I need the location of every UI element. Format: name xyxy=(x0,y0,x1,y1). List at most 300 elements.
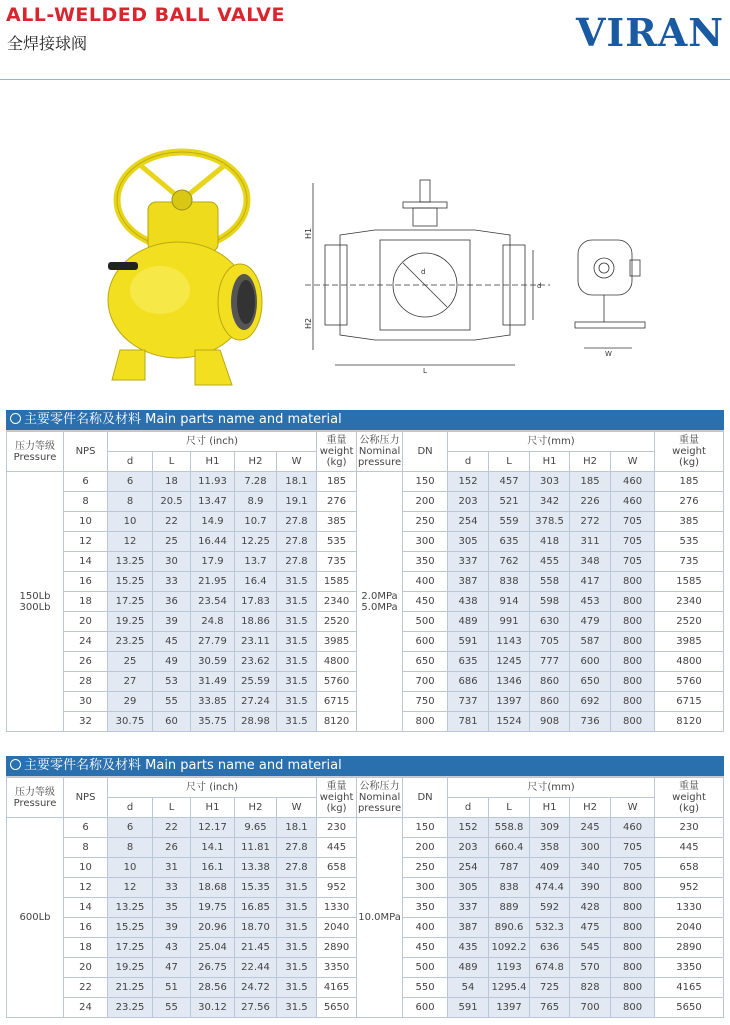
header-text: (kg) xyxy=(679,803,699,814)
table-cell: 27.56 xyxy=(235,998,277,1018)
table-cell: 203 xyxy=(448,492,489,512)
nominal-pressure-cell xyxy=(357,472,403,732)
page-title: ALL-WELDED BALL VALVE xyxy=(6,4,285,26)
table-cell: 27 xyxy=(108,672,153,692)
pressure-class-cell xyxy=(7,472,64,732)
table-cell: 630 xyxy=(530,612,570,632)
dim-h1-header xyxy=(191,798,235,818)
table-cell: 591 xyxy=(448,998,489,1018)
table-cell: 800 xyxy=(611,672,655,692)
table-cell: 20.96 xyxy=(191,918,235,938)
section-header-2 xyxy=(6,756,724,777)
header-text: L xyxy=(506,802,512,813)
header-text: DN xyxy=(417,792,433,803)
header-text: Pressure xyxy=(13,797,57,809)
header-text: H1 xyxy=(205,456,220,467)
table-cell: 587 xyxy=(570,632,611,652)
dim-w-header xyxy=(611,452,655,472)
table-cell: 18 xyxy=(153,472,191,492)
table-cell: 800 xyxy=(611,938,655,958)
page-title-chinese: 全焊接球阀 xyxy=(7,34,88,53)
table-cell: 400 xyxy=(403,572,448,592)
table-cell: 400 xyxy=(403,918,448,938)
table-cell: 1143 xyxy=(489,632,530,652)
table-cell: 428 xyxy=(570,898,611,918)
table-cell: 230 xyxy=(317,818,357,838)
table-cell: 230 xyxy=(655,818,724,838)
nominal-pressure-cell xyxy=(357,818,403,1018)
table-cell: 200 xyxy=(403,838,448,858)
table-cell: 12 xyxy=(108,532,153,552)
header-text: NPS xyxy=(75,792,96,803)
dim-w-header xyxy=(277,452,317,472)
table-cell: 31.5 xyxy=(277,572,317,592)
table-cell: 18.68 xyxy=(191,878,235,898)
table-cell: 1193 xyxy=(489,958,530,978)
table-cell: 890.6 xyxy=(489,918,530,938)
table-cell: 1585 xyxy=(655,572,724,592)
header-text: H1 xyxy=(542,456,557,467)
table-cell: 781 xyxy=(448,712,489,732)
header-text: DN xyxy=(417,446,433,457)
table-cell: 8.9 xyxy=(235,492,277,512)
table-cell: 3985 xyxy=(655,632,724,652)
table-cell: 1245 xyxy=(489,652,530,672)
table-cell: 800 xyxy=(611,958,655,978)
table-cell: 2340 xyxy=(655,592,724,612)
table-cell: 17.83 xyxy=(235,592,277,612)
table-cell: 27.8 xyxy=(277,552,317,572)
spec-table-2 xyxy=(6,777,724,1018)
header-text: 重量 xyxy=(326,781,347,792)
table-cell: 254 xyxy=(448,512,489,532)
table-cell: 952 xyxy=(317,878,357,898)
header-text: weight xyxy=(672,446,706,457)
table-cell: 30 xyxy=(153,552,191,572)
dim-h2-header xyxy=(235,798,277,818)
table-cell: 26 xyxy=(153,838,191,858)
table-cell: 635 xyxy=(448,652,489,672)
table-cell: 27.8 xyxy=(277,512,317,532)
table-cell: 14.1 xyxy=(191,838,235,858)
table-cell: 272 xyxy=(570,512,611,532)
table-cell: 500 xyxy=(403,612,448,632)
header-text: d xyxy=(464,456,472,467)
table-cell: 300 xyxy=(403,532,448,552)
dim-h1-header xyxy=(530,798,570,818)
header-text: H1 xyxy=(542,802,557,813)
table-cell: 8120 xyxy=(655,712,724,732)
table-cell: 337 xyxy=(448,898,489,918)
table-cell: 16.44 xyxy=(191,532,235,552)
table-cell: 1585 xyxy=(317,572,357,592)
header-text: 尺寸(mm) xyxy=(527,436,575,447)
table-cell: 5760 xyxy=(655,672,724,692)
table-cell: 47 xyxy=(153,958,191,978)
header-text: L xyxy=(168,802,175,813)
table-cell: 31.5 xyxy=(277,938,317,958)
table-cell: 31.5 xyxy=(277,898,317,918)
table-cell: 20 xyxy=(64,958,108,978)
table-cell: 800 xyxy=(611,692,655,712)
table-cell: 6 xyxy=(64,818,108,838)
pressure-header xyxy=(7,778,64,818)
table-cell: 15.25 xyxy=(108,572,153,592)
table-cell: 450 xyxy=(403,938,448,958)
table-cell: 35.75 xyxy=(191,712,235,732)
table-row xyxy=(7,818,724,838)
table-cell: 254 xyxy=(448,858,489,878)
table-cell: 28.98 xyxy=(235,712,277,732)
header-text: H2 xyxy=(583,802,597,813)
table-cell: 22 xyxy=(64,978,108,998)
table-cell: 60 xyxy=(153,712,191,732)
table-cell: 453 xyxy=(570,592,611,612)
table-cell: 5760 xyxy=(317,672,357,692)
header-row xyxy=(7,778,724,798)
table-cell: 152 xyxy=(448,472,489,492)
table-cell: 26.75 xyxy=(191,958,235,978)
header-text: W xyxy=(627,456,638,467)
table-cell: 378.5 xyxy=(530,512,570,532)
table-cell: 30.59 xyxy=(191,652,235,672)
table-cell: 250 xyxy=(403,858,448,878)
table-cell: 300 xyxy=(403,878,448,898)
table-cell: 438 xyxy=(448,592,489,612)
table-cell: 860 xyxy=(530,692,570,712)
table-cell: 276 xyxy=(655,492,724,512)
table-cell: 12.17 xyxy=(191,818,235,838)
l-label: L xyxy=(423,367,427,375)
table-cell: 570 xyxy=(570,958,611,978)
table-cell: 700 xyxy=(570,998,611,1018)
dim-d-header xyxy=(448,452,489,472)
table-cell: 700 xyxy=(403,672,448,692)
valve-front-drawing xyxy=(305,175,550,375)
header-text: weight xyxy=(672,792,706,803)
table-cell: 6 xyxy=(64,472,108,492)
table-cell: 15.35 xyxy=(235,878,277,898)
header-text: (kg) xyxy=(679,457,699,468)
table-cell: 348 xyxy=(570,552,611,572)
table-cell: 18.1 xyxy=(277,818,317,838)
table-cell: 660.4 xyxy=(489,838,530,858)
header-text: H2 xyxy=(248,802,263,813)
table-cell: 686 xyxy=(448,672,489,692)
table-cell: 19.75 xyxy=(191,898,235,918)
table-cell: 20 xyxy=(64,612,108,632)
table-cell: 203 xyxy=(448,838,489,858)
table-cell: 16.85 xyxy=(235,898,277,918)
table-cell: 25 xyxy=(153,532,191,552)
table-cell: 705 xyxy=(530,632,570,652)
table-cell: 2040 xyxy=(655,918,724,938)
header-text: H2 xyxy=(583,456,597,467)
table-cell: 800 xyxy=(403,712,448,732)
table-cell: 800 xyxy=(611,592,655,612)
table-cell: 39 xyxy=(153,918,191,938)
table-cell: 45 xyxy=(153,632,191,652)
pressure-class-2: 300Lb xyxy=(19,601,51,613)
table-cell: 460 xyxy=(611,818,655,838)
table-cell: 737 xyxy=(448,692,489,712)
table-cell: 27.8 xyxy=(277,858,317,878)
table-cell: 31.5 xyxy=(277,998,317,1018)
table-cell: 800 xyxy=(611,712,655,732)
table-cell: 787 xyxy=(489,858,530,878)
table-cell: 31.5 xyxy=(277,958,317,978)
dim-l-header xyxy=(153,798,191,818)
table-cell: 31 xyxy=(153,858,191,878)
table-cell: 36 xyxy=(153,592,191,612)
nps-header xyxy=(64,778,108,818)
table-cell: 10 xyxy=(64,512,108,532)
table-cell: 8120 xyxy=(317,712,357,732)
table-cell: 750 xyxy=(403,692,448,712)
table-cell: 11.93 xyxy=(191,472,235,492)
table-cell: 535 xyxy=(655,532,724,552)
circle-bullet-icon xyxy=(10,413,21,424)
dim-w-header xyxy=(277,798,317,818)
table-cell: 14.9 xyxy=(191,512,235,532)
table-cell: 1397 xyxy=(489,998,530,1018)
h2-label: H2 xyxy=(304,317,313,329)
table-cell: 6 xyxy=(108,818,153,838)
table-cell: 19.25 xyxy=(108,612,153,632)
header-text: 公称压力 xyxy=(359,781,400,792)
table-cell: 800 xyxy=(611,632,655,652)
header-text: 尺寸 (inch) xyxy=(186,782,238,793)
table-cell: 2520 xyxy=(317,612,357,632)
dim-d-header xyxy=(448,798,489,818)
table-cell: 598 xyxy=(530,592,570,612)
table-cell: 152 xyxy=(448,818,489,838)
table-cell: 1330 xyxy=(655,898,724,918)
valve-side-drawing xyxy=(570,230,660,360)
table-cell: 460 xyxy=(611,472,655,492)
table-cell: 658 xyxy=(655,858,724,878)
table-cell: 23.62 xyxy=(235,652,277,672)
table-cell: 22 xyxy=(153,512,191,532)
table-cell: 889 xyxy=(489,898,530,918)
table-cell: 445 xyxy=(655,838,724,858)
table-cell: 49 xyxy=(153,652,191,672)
table-cell: 1330 xyxy=(317,898,357,918)
table-cell: 200 xyxy=(403,492,448,512)
dim-l-header xyxy=(153,452,191,472)
table-cell: 2520 xyxy=(655,612,724,632)
table-cell: 800 xyxy=(611,918,655,938)
header-text: 重量 xyxy=(326,435,347,446)
table-cell: 674.8 xyxy=(530,958,570,978)
table-cell: 22.44 xyxy=(235,958,277,978)
table-cell: 350 xyxy=(403,898,448,918)
table-cell: 705 xyxy=(611,532,655,552)
table-cell: 455 xyxy=(530,552,570,572)
table-cell: 35 xyxy=(153,898,191,918)
table-cell: 150 xyxy=(403,818,448,838)
table-cell: 33.85 xyxy=(191,692,235,712)
table-cell: 635 xyxy=(489,532,530,552)
table-cell: 6 xyxy=(108,472,153,492)
header-text: 重量 xyxy=(679,781,700,792)
table-cell: 600 xyxy=(570,652,611,672)
nps-header xyxy=(64,432,108,472)
table-cell: 18 xyxy=(64,592,108,612)
table-cell: 535 xyxy=(317,532,357,552)
table-cell: 14 xyxy=(64,552,108,572)
table-cell: 18.1 xyxy=(277,472,317,492)
header-text: H2 xyxy=(248,456,263,467)
table-cell: 31.5 xyxy=(277,652,317,672)
table-cell: 4800 xyxy=(317,652,357,672)
table-cell: 765 xyxy=(530,998,570,1018)
table-cell: 489 xyxy=(448,958,489,978)
table-cell: 17.9 xyxy=(191,552,235,572)
table-cell: 11.81 xyxy=(235,838,277,858)
table-cell: 457 xyxy=(489,472,530,492)
table-cell: 390 xyxy=(570,878,611,898)
table-cell: 23.11 xyxy=(235,632,277,652)
header-text: (kg) xyxy=(326,803,347,814)
d-label: d xyxy=(421,268,426,276)
dim-d-header xyxy=(108,798,153,818)
table-cell: 636 xyxy=(530,938,570,958)
pressure-class-1: 600Lb xyxy=(19,912,51,923)
header-text: 尺寸(mm) xyxy=(527,782,575,793)
table-cell: 10 xyxy=(108,858,153,878)
table-cell: 2340 xyxy=(317,592,357,612)
table-cell: 777 xyxy=(530,652,570,672)
header-text: NPS xyxy=(75,446,96,457)
table-cell: 43 xyxy=(153,938,191,958)
table-cell: 27.24 xyxy=(235,692,277,712)
table-cell: 600 xyxy=(403,998,448,1018)
table-cell: 7.28 xyxy=(235,472,277,492)
table-cell: 15.25 xyxy=(108,918,153,938)
table-cell: 2040 xyxy=(317,918,357,938)
table-cell: 51 xyxy=(153,978,191,998)
table-cell: 31.5 xyxy=(277,978,317,998)
table-cell: 417 xyxy=(570,572,611,592)
table-cell: 185 xyxy=(317,472,357,492)
table-cell: 800 xyxy=(611,878,655,898)
header-text: (kg) xyxy=(326,457,347,468)
table-cell: 418 xyxy=(530,532,570,552)
dim-inch-header xyxy=(108,778,317,798)
brand-logo: VIRAN xyxy=(575,10,724,55)
weight-header xyxy=(317,432,357,472)
table-cell: 5650 xyxy=(317,998,357,1018)
table-cell: 150 xyxy=(403,472,448,492)
table-cell: 5650 xyxy=(655,998,724,1018)
table-cell: 18.70 xyxy=(235,918,277,938)
table-cell: 735 xyxy=(655,552,724,572)
table-cell: 33 xyxy=(153,878,191,898)
table-cell: 20.5 xyxy=(153,492,191,512)
table-cell: 800 xyxy=(611,612,655,632)
table-cell: 3985 xyxy=(317,632,357,652)
table-cell: 19.1 xyxy=(277,492,317,512)
table-cell: 460 xyxy=(611,492,655,512)
table-cell: 4800 xyxy=(655,652,724,672)
table-cell: 12 xyxy=(108,878,153,898)
table-cell: 31.5 xyxy=(277,918,317,938)
pressure-class-1: 150Lb xyxy=(19,590,51,602)
table-cell: 14 xyxy=(64,898,108,918)
table-cell: 18.86 xyxy=(235,612,277,632)
table-cell: 18 xyxy=(64,938,108,958)
d2-label: d xyxy=(537,282,542,290)
table-cell: 24.72 xyxy=(235,978,277,998)
header-text: 压力等级 xyxy=(15,786,55,798)
header-text: H1 xyxy=(205,802,220,813)
header-text: d xyxy=(464,802,472,813)
table-cell: 13.25 xyxy=(108,898,153,918)
table-cell: 559 xyxy=(489,512,530,532)
header-text: W xyxy=(291,802,302,813)
table-cell: 705 xyxy=(611,552,655,572)
nominal-pressure-header xyxy=(357,432,403,472)
table-cell: 591 xyxy=(448,632,489,652)
table-cell: 33 xyxy=(153,572,191,592)
table-cell: 31.5 xyxy=(277,632,317,652)
dn-header xyxy=(403,432,448,472)
table-cell: 3350 xyxy=(317,958,357,978)
table-cell: 23.54 xyxy=(191,592,235,612)
table-cell: 13.25 xyxy=(108,552,153,572)
table-cell: 385 xyxy=(317,512,357,532)
table-cell: 358 xyxy=(530,838,570,858)
table-cell: 23.25 xyxy=(108,632,153,652)
table-cell: 991 xyxy=(489,612,530,632)
dim-d-header xyxy=(108,452,153,472)
dim-l-header xyxy=(489,452,530,472)
table-cell: 54 xyxy=(448,978,489,998)
header-text: Nominal xyxy=(358,446,401,457)
table-cell: 311 xyxy=(570,532,611,552)
table-cell: 185 xyxy=(655,472,724,492)
table-cell: 305 xyxy=(448,878,489,898)
table-cell: 650 xyxy=(403,652,448,672)
table-cell: 800 xyxy=(611,572,655,592)
table-cell: 17.25 xyxy=(108,938,153,958)
table-cell: 736 xyxy=(570,712,611,732)
table-cell: 13.38 xyxy=(235,858,277,878)
table-cell: 28.56 xyxy=(191,978,235,998)
table-cell: 55 xyxy=(153,692,191,712)
table-cell: 21.95 xyxy=(191,572,235,592)
table-cell: 4165 xyxy=(317,978,357,998)
dim-l-header xyxy=(489,798,530,818)
table-cell: 735 xyxy=(317,552,357,572)
header-text: 压力等级 xyxy=(15,440,55,452)
table-cell: 226 xyxy=(570,492,611,512)
table-cell: 800 xyxy=(611,652,655,672)
table-cell: 800 xyxy=(611,978,655,998)
header-text: weight xyxy=(319,446,354,457)
header-text: pressure xyxy=(357,457,402,468)
dim-h2-header xyxy=(570,798,611,818)
table-cell: 705 xyxy=(611,838,655,858)
table-cell: 838 xyxy=(489,878,530,898)
table-cell: 592 xyxy=(530,898,570,918)
table-cell: 828 xyxy=(570,978,611,998)
header-text: W xyxy=(291,456,302,467)
table-cell: 705 xyxy=(611,858,655,878)
table-cell: 1346 xyxy=(489,672,530,692)
table-cell: 16 xyxy=(64,572,108,592)
